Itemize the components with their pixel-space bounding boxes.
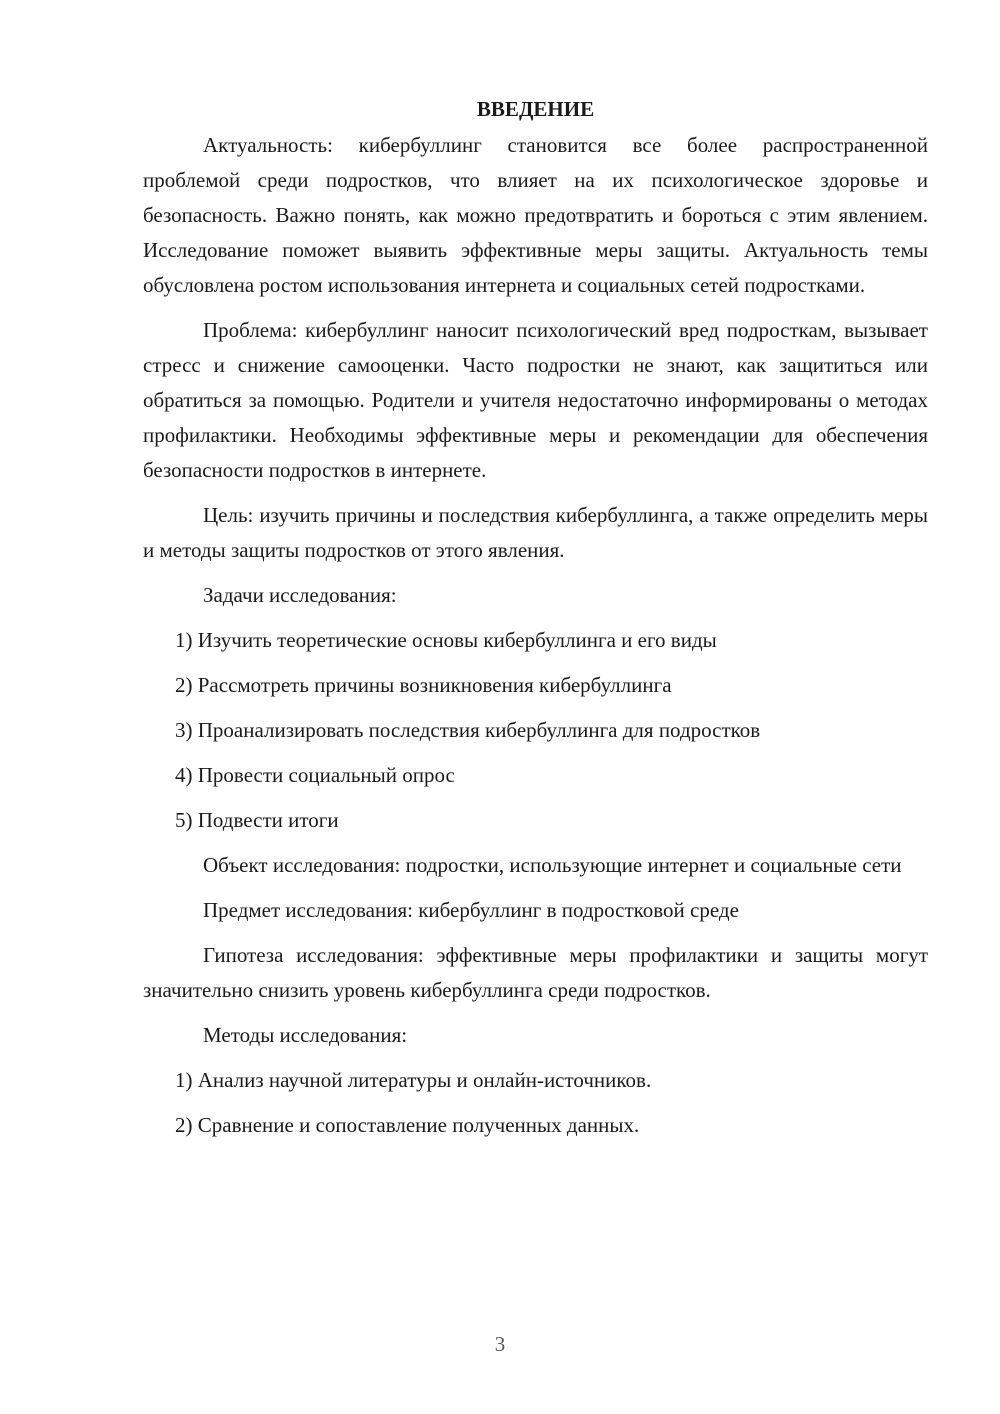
tasks-list (143, 623, 928, 838)
relevance-paragraph: Актуальность: кибербуллинг становится все более распространенной проблемой среди подростков, что влияет на их психологическое здоровье и безопасность. Важно понять, как можно предотвратить и бороться с этим явлением. Исследование поможет выявить эффективные меры защиты. Актуальность темы обусловлена ростом использования интернета и социальных сетей подростками. (143, 133, 928, 297)
task-item: 3) Проанализировать последствия кибербуллинга для подростков (175, 718, 761, 742)
problem-paragraph: Проблема: кибербуллинг наносит психологический вред подросткам, вызывает стресс и снижение самооценки. Часто подростки не знают, как защититься или обратиться за помощью. Родители и учителя недостаточно информированы о методах профилактики. Необходимы эффективные меры и рекомендации для обеспечения безопасности подростков в интернете. (143, 318, 928, 482)
object-paragraph: Объект исследования: подростки, использующие интернет и социальные сети (203, 853, 902, 877)
subject-paragraph: Предмет исследования: кибербуллинг в подростковой среде (203, 898, 739, 922)
document-page (143, 92, 928, 1153)
method-item: 1) Анализ научной литературы и онлайн-источников. (175, 1068, 652, 1092)
task-item: 5) Подвести итоги (175, 808, 339, 832)
tasks-heading: Задачи исследования: (203, 583, 397, 607)
goal-paragraph: Цель: изучить причины и последствия кибербуллинга, а также определить меры и методы защиты подростков от этого явления. (143, 503, 928, 562)
task-item: 1) Изучить теоретические основы кибербуллинга и его виды (175, 628, 717, 652)
methods-heading: Методы исследования: (203, 1023, 408, 1047)
page-number: 3 (494, 1332, 506, 1356)
task-item: 2) Рассмотреть причины возникновения кибербуллинга (175, 673, 672, 697)
methods-list (143, 1063, 928, 1143)
section-title: ВВЕДЕНИЕ (476, 97, 595, 121)
method-item: 2) Сравнение и сопоставление полученных данных. (175, 1113, 640, 1137)
task-item: 4) Провести социальный опрос (175, 763, 455, 787)
hypothesis-paragraph: Гипотеза исследования: эффективные меры профилактики и защиты могут значительно снизить уровень кибербуллинга среди подростков. (143, 943, 928, 1002)
